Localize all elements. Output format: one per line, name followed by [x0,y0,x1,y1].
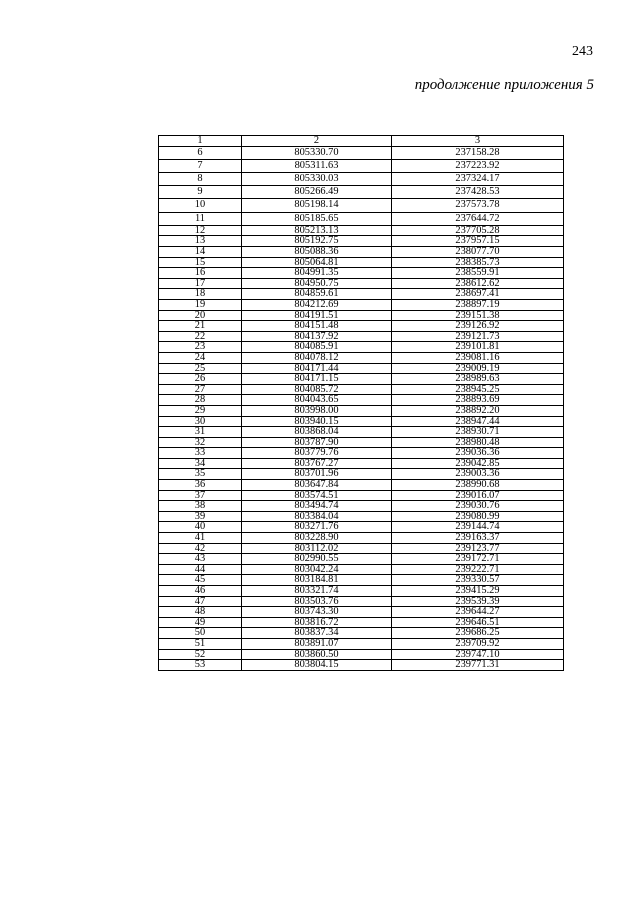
table-cell: 20 [159,310,242,321]
table-cell: 8 [159,173,242,186]
table-cell: 238892.20 [392,405,564,416]
table-row [159,225,564,236]
table-cell: 239080.99 [392,511,564,522]
table-cell: 237573.78 [392,199,564,212]
table-cell: 805185.65 [242,212,392,225]
table-cell: 23 [159,342,242,353]
table-cell: 803868.04 [242,427,392,438]
table-cell: 238385.73 [392,257,564,268]
table-row [159,363,564,374]
table-cell: 38 [159,501,242,512]
table-cell: 804171.15 [242,374,392,385]
table-cell: 10 [159,199,242,212]
table-cell: 803860.50 [242,649,392,660]
table-row [159,268,564,279]
table-cell: 239330.57 [392,575,564,586]
table-row [159,321,564,332]
table-row [159,480,564,491]
table-row [159,638,564,649]
table-cell: 238945.25 [392,384,564,395]
table-row [159,236,564,247]
table-row [159,395,564,406]
table-cell: 33 [159,448,242,459]
table-row [159,186,564,199]
table-cell: 6 [159,146,242,159]
table-row [159,533,564,544]
table-cell: 805088.36 [242,247,392,258]
table-cell: 238989.63 [392,374,564,385]
table-cell: 804137.92 [242,331,392,342]
table-cell: 43 [159,554,242,565]
table-cell: 237957.15 [392,236,564,247]
table-row [159,458,564,469]
table-cell: 32 [159,437,242,448]
table-cell: 35 [159,469,242,480]
table-cell: 239101.81 [392,342,564,353]
table-cell: 41 [159,533,242,544]
table-cell: 803940.15 [242,416,392,427]
table-row [159,146,564,159]
table-cell: 804950.75 [242,278,392,289]
table-cell: 803743.30 [242,607,392,618]
table-cell: 239539.39 [392,596,564,607]
table-row [159,448,564,459]
table-cell: 805311.63 [242,159,392,172]
table-cell: 804151.48 [242,321,392,332]
table-cell: 239771.31 [392,660,564,671]
table-row [159,628,564,639]
table-cell: 804085.72 [242,384,392,395]
table-cell: 239126.92 [392,321,564,332]
table-cell: 238559.91 [392,268,564,279]
table-cell: 16 [159,268,242,279]
table-cell: 12 [159,225,242,236]
table-cell: 803804.15 [242,660,392,671]
table-cell: 239163.37 [392,533,564,544]
table-cell: 37 [159,490,242,501]
table-row [159,554,564,565]
table-cell: 803701.96 [242,469,392,480]
table-row [159,649,564,660]
table-row [159,490,564,501]
table-cell: 29 [159,405,242,416]
table-cell: 803816.72 [242,617,392,628]
table-cell: 238697.41 [392,289,564,300]
table-cell: 804991.35 [242,268,392,279]
table-cell: 805198.14 [242,199,392,212]
table-cell: 9 [159,186,242,199]
table-cell: 238612.62 [392,278,564,289]
table-cell: 45 [159,575,242,586]
table-cell: 239009.19 [392,363,564,374]
table-cell: 237158.28 [392,146,564,159]
table-cell: 803779.76 [242,448,392,459]
table-cell: 803503.76 [242,596,392,607]
table-row [159,374,564,385]
table-cell: 237705.28 [392,225,564,236]
table-cell: 44 [159,564,242,575]
table-cell: 239172.71 [392,554,564,565]
table-cell: 39 [159,511,242,522]
table-cell: 238077.70 [392,247,564,258]
table-row [159,437,564,448]
table-cell: 803042.24 [242,564,392,575]
table-row [159,173,564,186]
table-row [159,427,564,438]
table-cell: 30 [159,416,242,427]
table-cell: 803321.74 [242,586,392,597]
table-row [159,159,564,172]
table-cell: 239036.36 [392,448,564,459]
table-row [159,617,564,628]
table-cell: 237428.53 [392,186,564,199]
table-row [159,352,564,363]
table-cell: 11 [159,212,242,225]
table-row [159,511,564,522]
table-cell: 803184.81 [242,575,392,586]
table-row [159,247,564,258]
table-cell: 237644.72 [392,212,564,225]
table-row [159,469,564,480]
table-cell: 40 [159,522,242,533]
table-cell: 805213.13 [242,225,392,236]
table-cell: 805064.81 [242,257,392,268]
table-cell: 803112.02 [242,543,392,554]
table-cell: 239222.71 [392,564,564,575]
table-cell: 21 [159,321,242,332]
table-cell: 239415.29 [392,586,564,597]
table-row [159,575,564,586]
table-cell: 18 [159,289,242,300]
table-cell: 52 [159,649,242,660]
table-cell: 49 [159,617,242,628]
header-cell: 1 [159,136,242,147]
table-cell: 25 [159,363,242,374]
table-cell: 803837.34 [242,628,392,639]
table-cell: 803574.51 [242,490,392,501]
appendix-label: продолжение приложения 5 [414,77,594,93]
table-cell: 48 [159,607,242,618]
table-cell: 805266.49 [242,186,392,199]
table-cell: 237324.17 [392,173,564,186]
table-cell: 803647.84 [242,480,392,491]
table-row [159,416,564,427]
table-cell: 27 [159,384,242,395]
table-cell: 15 [159,257,242,268]
table-row [159,278,564,289]
table-cell: 803228.90 [242,533,392,544]
header-cell: 3 [392,136,564,147]
table-cell: 47 [159,596,242,607]
table-cell: 238893.69 [392,395,564,406]
table-cell: 804171.44 [242,363,392,374]
table-row [159,384,564,395]
table-row [159,342,564,353]
table-cell: 804859.61 [242,289,392,300]
table-cell: 239121.73 [392,331,564,342]
table-cell: 238990.68 [392,480,564,491]
header-cell: 2 [242,136,392,147]
table-cell: 803998.00 [242,405,392,416]
table-cell: 804043.65 [242,395,392,406]
table-cell: 803787.90 [242,437,392,448]
table-cell: 28 [159,395,242,406]
table-cell: 13 [159,236,242,247]
table-cell: 804191.51 [242,310,392,321]
table-row [159,564,564,575]
table-row [159,607,564,618]
table-cell: 803384.04 [242,511,392,522]
table-cell: 22 [159,331,242,342]
table-cell: 239646.51 [392,617,564,628]
table-row [159,299,564,310]
table-cell: 239144.74 [392,522,564,533]
table-cell: 24 [159,352,242,363]
table-cell: 36 [159,480,242,491]
table-cell: 14 [159,247,242,258]
table-row [159,596,564,607]
page-number: 243 [572,44,593,59]
table-cell: 239030.76 [392,501,564,512]
coordinates-table [158,135,564,671]
table-cell: 238930.71 [392,427,564,438]
table-cell: 26 [159,374,242,385]
table-cell: 239003.36 [392,469,564,480]
table-cell: 34 [159,458,242,469]
table-cell: 803271.76 [242,522,392,533]
table-cell: 805192.75 [242,236,392,247]
table-row [159,257,564,268]
table-cell: 805330.03 [242,173,392,186]
table-cell: 804212.69 [242,299,392,310]
table-cell: 238897.19 [392,299,564,310]
table-cell: 239709.92 [392,638,564,649]
table-cell: 804085.91 [242,342,392,353]
table-cell: 803767.27 [242,458,392,469]
table-row [159,199,564,212]
table-cell: 803494.74 [242,501,392,512]
table-cell: 42 [159,543,242,554]
table-cell: 239747.10 [392,649,564,660]
table-cell: 239042.85 [392,458,564,469]
table-row [159,331,564,342]
table-cell: 804078.12 [242,352,392,363]
table-cell: 239644.27 [392,607,564,618]
table-cell: 802990.55 [242,554,392,565]
table-cell: 239686.25 [392,628,564,639]
table-cell: 239123.77 [392,543,564,554]
table-cell: 7 [159,159,242,172]
table-row [159,310,564,321]
table-cell: 17 [159,278,242,289]
table-cell: 239016.07 [392,490,564,501]
table-row [159,586,564,597]
table-cell: 31 [159,427,242,438]
table-cell: 239151.38 [392,310,564,321]
table-cell: 803891.07 [242,638,392,649]
table-row [159,501,564,512]
table-row [159,289,564,300]
table-row [159,660,564,671]
table-cell: 238947.44 [392,416,564,427]
table-row [159,522,564,533]
table-row [159,212,564,225]
table-cell: 50 [159,628,242,639]
table-cell: 51 [159,638,242,649]
table-cell: 238980.48 [392,437,564,448]
table-cell: 46 [159,586,242,597]
table-cell: 237223.92 [392,159,564,172]
table-row [159,543,564,554]
table-cell: 19 [159,299,242,310]
table-cell: 53 [159,660,242,671]
table-cell: 239081.16 [392,352,564,363]
table-cell: 805330.70 [242,146,392,159]
table-header-row [159,136,564,147]
table-row [159,405,564,416]
